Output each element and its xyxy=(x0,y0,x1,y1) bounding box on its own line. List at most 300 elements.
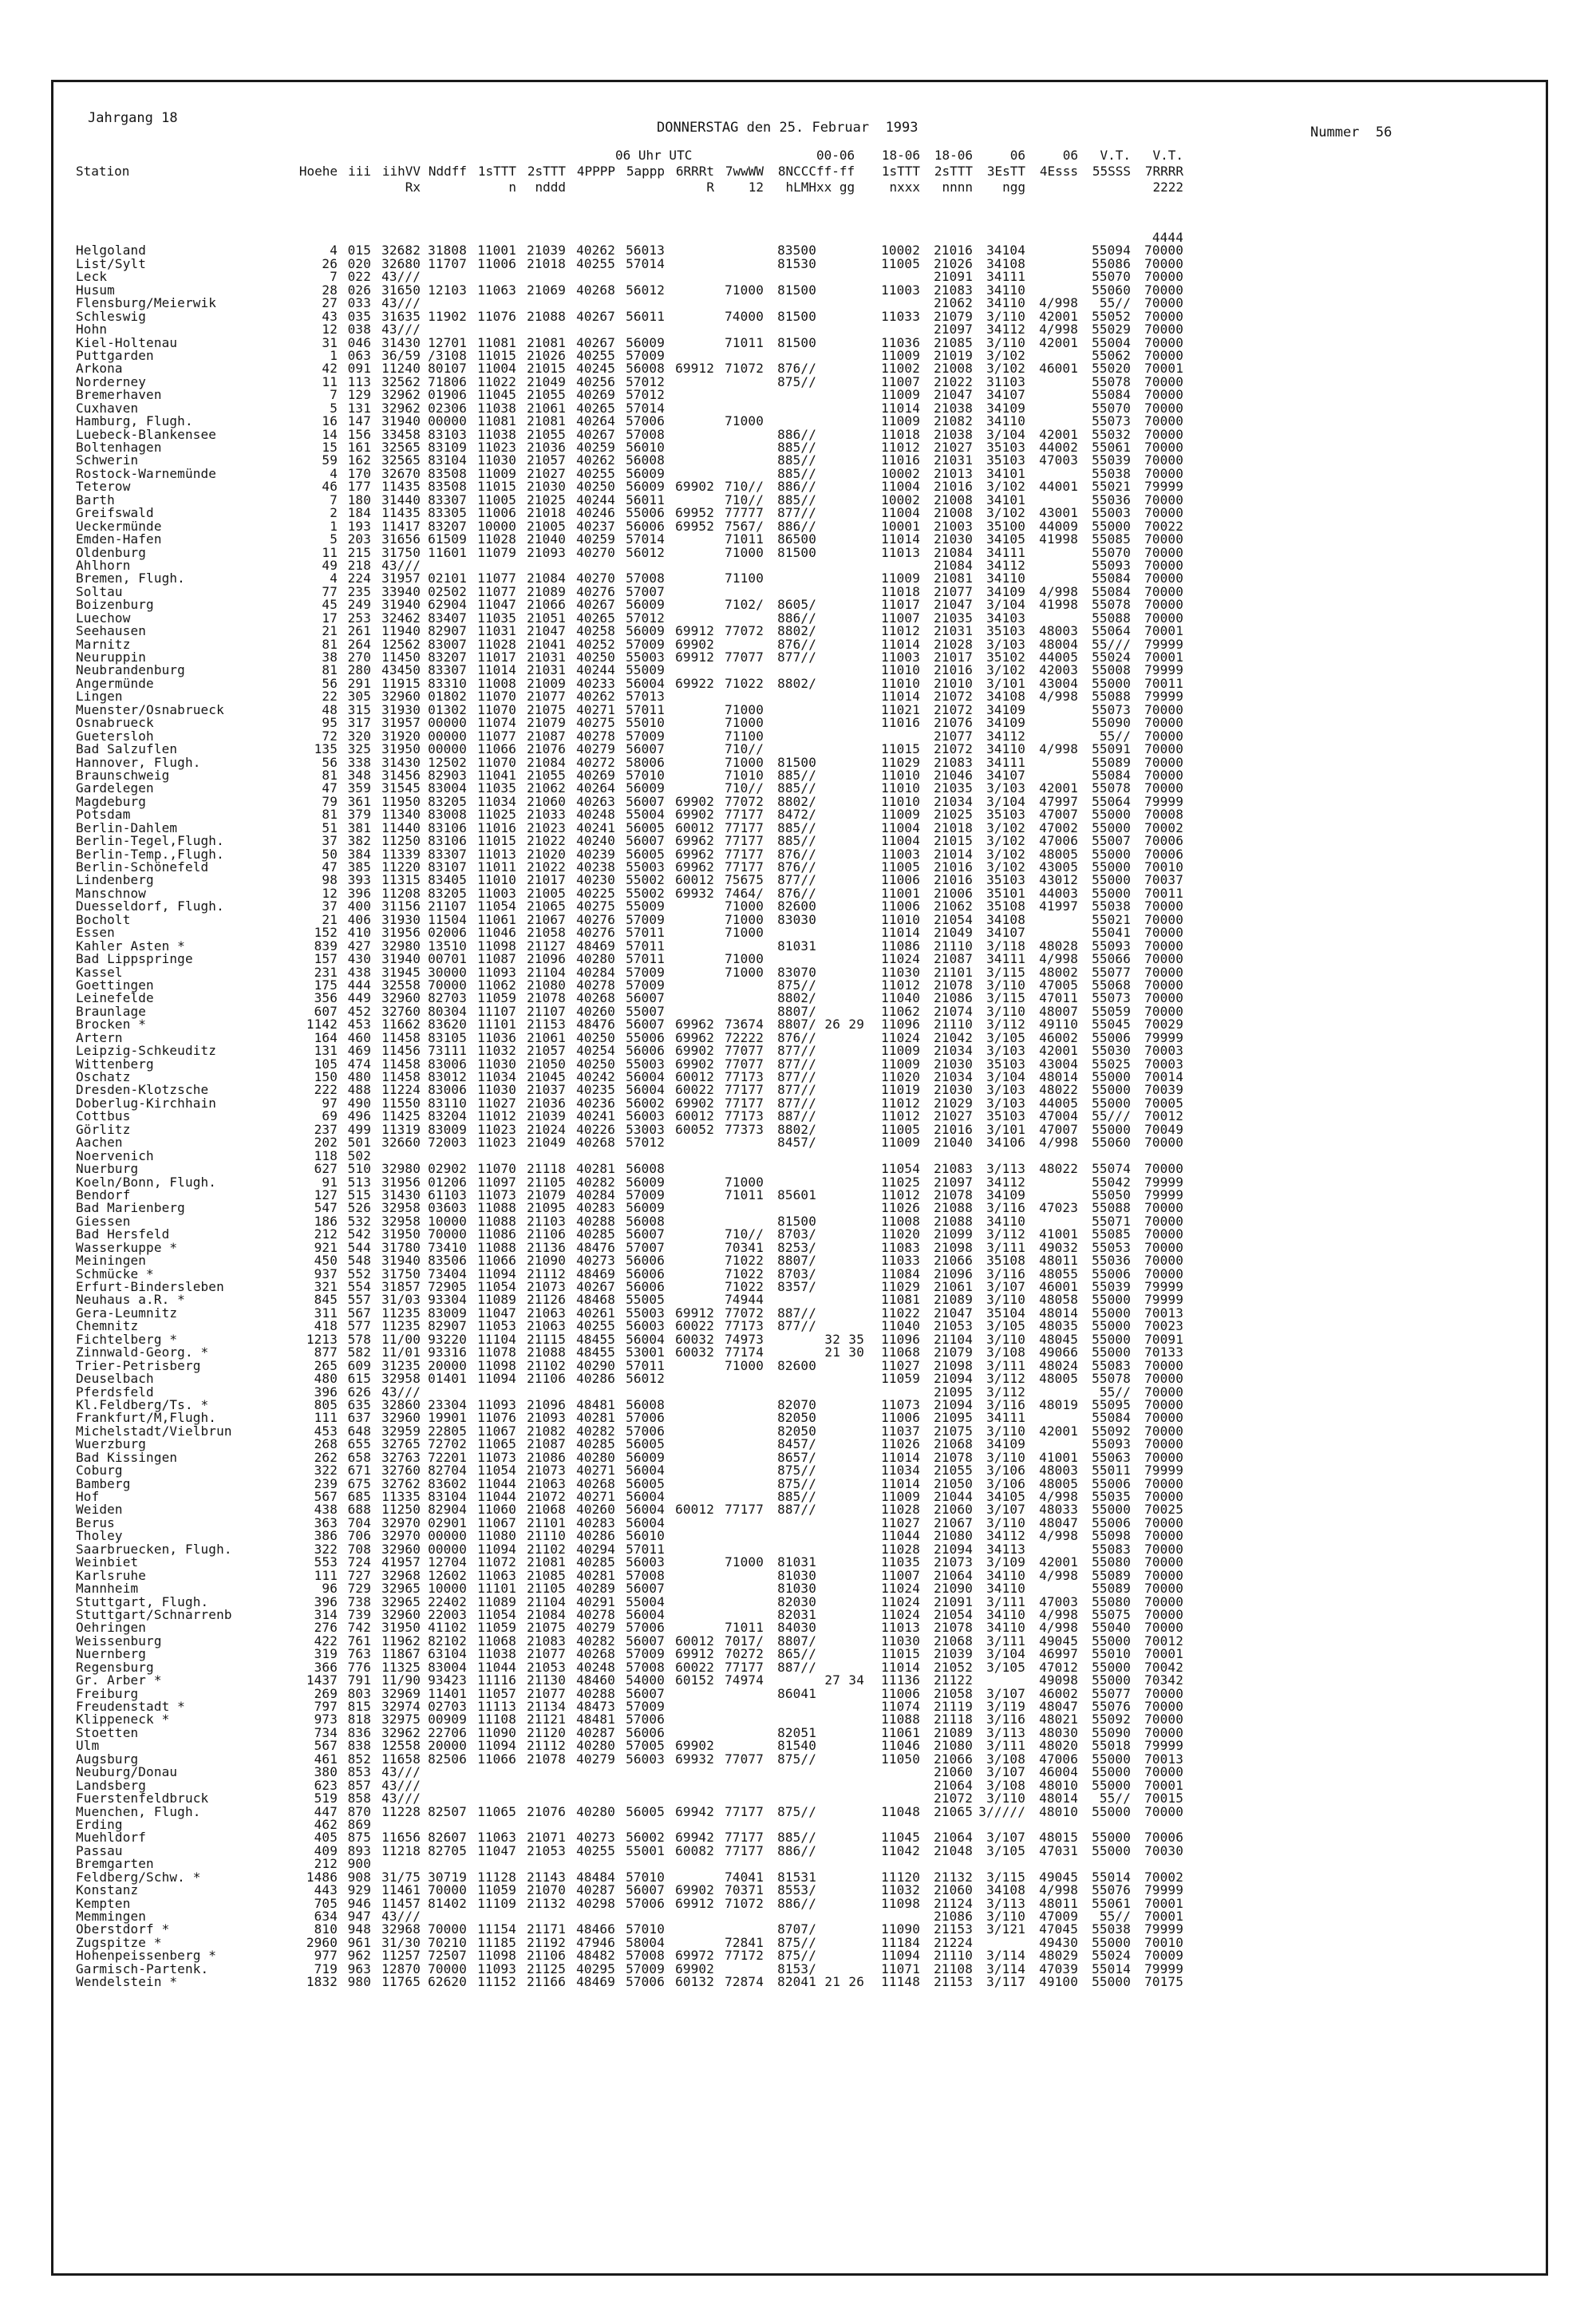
table-cell xyxy=(816,1897,840,1910)
column-header-cell: 4PPPP xyxy=(576,164,615,179)
table-cell: 21098 xyxy=(934,1357,973,1373)
table-cell: 396 xyxy=(314,1593,338,1609)
table-cell: 11047 xyxy=(477,1305,516,1321)
table-cell xyxy=(714,1910,764,1923)
table-cell: 877// xyxy=(777,872,816,888)
table-cell: 56003 xyxy=(626,1318,665,1334)
table-cell: 10002 xyxy=(881,243,920,259)
table-cell: 47039 xyxy=(1039,1960,1078,1976)
table-cell: 48481 xyxy=(576,1712,615,1728)
table-cell xyxy=(816,547,840,559)
station-name: Boltenhagen xyxy=(76,440,162,455)
table-cell: 71000 xyxy=(725,911,764,927)
table-cell: 261 xyxy=(347,623,371,639)
table-cell xyxy=(764,1163,816,1175)
table-cell: 02006 xyxy=(428,925,467,941)
table-cell: 865// xyxy=(777,1646,816,1662)
table-cell: 77077 xyxy=(725,1056,764,1072)
station-name: Brocken * xyxy=(76,1017,147,1033)
table-cell: 56004 xyxy=(626,1489,665,1504)
table-cell xyxy=(840,547,864,559)
column-header-cell: 8NCCC xyxy=(777,164,816,179)
table-cell: 02703 xyxy=(428,1699,467,1714)
table-cell xyxy=(840,1530,864,1542)
table-cell: 11063 xyxy=(477,1830,516,1846)
table-cell: 40262 xyxy=(576,689,615,705)
table-cell: 56007 xyxy=(626,793,665,809)
table-cell: 34107 xyxy=(986,387,1025,403)
table-cell: 35103 xyxy=(986,872,1025,888)
table-cell: 42001 xyxy=(1039,426,1078,442)
table-cell xyxy=(665,1464,714,1477)
column-header-cell xyxy=(467,148,516,164)
table-cell: 21060 xyxy=(934,1764,973,1780)
table-cell: 4/998 xyxy=(1039,1620,1078,1636)
table-cell: 11066 xyxy=(477,1253,516,1269)
table-cell: 83508 xyxy=(428,465,467,481)
table-cell xyxy=(840,796,864,808)
table-cell: 55083 xyxy=(1092,1541,1131,1557)
table-cell: 21077 xyxy=(527,1646,566,1662)
table-cell: 31/30 xyxy=(381,1934,421,1950)
table-cell xyxy=(816,428,840,441)
table-cell: 02901 xyxy=(428,1514,467,1530)
table-cell: 69952 xyxy=(675,505,714,521)
table-cell: 57006 xyxy=(626,1423,665,1439)
table-cell: 57011 xyxy=(626,1357,665,1373)
table-cell: 438 xyxy=(347,964,371,980)
table-cell xyxy=(840,940,864,953)
table-cell: 55006 xyxy=(1092,1266,1131,1281)
table-cell: 319 xyxy=(314,1646,338,1662)
station-name: Stuttgart/Schnarrenb xyxy=(76,1606,232,1622)
station-name: Passau xyxy=(76,1842,123,1858)
table-cell xyxy=(816,743,840,756)
table-cell: 32762 xyxy=(381,1475,421,1491)
table-cell: 55000 xyxy=(1092,1345,1131,1360)
table-cell: 8802/ xyxy=(777,793,816,809)
table-cell: 70000 xyxy=(1144,780,1183,796)
table-cell: 55040 xyxy=(1092,1620,1131,1636)
table-cell: 83008 xyxy=(428,807,467,823)
table-cell: 40291 xyxy=(576,1593,615,1609)
table-cell: 21086 xyxy=(934,1909,973,1924)
table-cell xyxy=(665,966,714,979)
table-cell xyxy=(816,1727,840,1739)
table-cell: 21031 xyxy=(527,662,566,678)
column-header-cell xyxy=(296,148,338,164)
column-header-cell xyxy=(840,148,864,164)
table-cell: 75675 xyxy=(725,872,764,888)
table-cell: 886// xyxy=(777,610,816,626)
table-cell: 21090 xyxy=(934,1581,973,1597)
table-cell: 01302 xyxy=(428,701,467,717)
table-cell: 34110 xyxy=(986,1620,1025,1636)
column-header-cell: nxxx xyxy=(889,180,920,195)
table-cell: 21068 xyxy=(527,1502,566,1518)
table-cell: 27 xyxy=(322,295,338,311)
table-cell: 48033 xyxy=(1039,1502,1078,1518)
table-cell: 31950 xyxy=(381,1620,421,1636)
table-cell: 70000 xyxy=(1144,400,1183,416)
table-cell: 218 xyxy=(347,557,371,573)
table-cell: 35101 xyxy=(986,885,1025,901)
table-cell: 11550 xyxy=(381,1095,421,1111)
table-cell: 11023 xyxy=(477,1121,516,1137)
table-cell: 70000 xyxy=(1144,1253,1183,1269)
table-cell: 57014 xyxy=(626,400,665,416)
table-cell: 314 xyxy=(314,1606,338,1622)
table-cell: 11093 xyxy=(477,964,516,980)
table-cell: 60022 xyxy=(675,1082,714,1098)
table-cell: 3/107 xyxy=(986,1764,1025,1780)
table-cell: 01802 xyxy=(428,689,467,705)
table-cell xyxy=(816,389,840,401)
table-cell: 55007 xyxy=(1092,833,1131,849)
table-cell: 32765 xyxy=(381,1436,421,1452)
table-cell xyxy=(840,284,864,297)
table-cell: 72905 xyxy=(428,1279,467,1294)
table-cell: 60032 xyxy=(675,1345,714,1360)
table-cell: 3/107 xyxy=(986,1830,1025,1846)
table-cell: 11031 xyxy=(477,623,516,639)
table-cell: 11044 xyxy=(477,1489,516,1504)
station-name: Bad Lippspringe xyxy=(76,951,193,967)
table-cell xyxy=(764,572,816,585)
table-cell: 55030 xyxy=(1092,1043,1131,1059)
table-cell: 11081 xyxy=(881,1292,920,1308)
table-cell: 00701 xyxy=(428,951,467,967)
table-cell: 22003 xyxy=(428,1606,467,1622)
table-cell: 56009 xyxy=(626,334,665,350)
table-cell: 11250 xyxy=(381,1502,421,1518)
table-cell xyxy=(714,454,764,467)
table-cell: 47003 xyxy=(1039,452,1078,468)
table-cell xyxy=(714,441,764,454)
table-cell: 21022 xyxy=(527,859,566,875)
table-cell xyxy=(714,1570,764,1582)
table-cell: 21066 xyxy=(934,1253,973,1269)
table-cell: 32980 xyxy=(381,938,421,954)
table-cell: 877// xyxy=(777,1069,816,1084)
table-cell xyxy=(816,1123,840,1136)
table-cell: 69902 xyxy=(675,1960,714,1976)
table-cell: 11072 xyxy=(477,1554,516,1570)
table-cell: 47 xyxy=(322,859,338,875)
table-cell xyxy=(816,284,840,297)
station-name: Angermünde xyxy=(76,675,154,691)
table-cell: 858 xyxy=(347,1791,371,1806)
jahrgang-label: Jahrgang 18 xyxy=(88,110,178,126)
table-cell: 03603 xyxy=(428,1200,467,1216)
table-cell: 21096 xyxy=(527,951,566,967)
table-cell: 322 xyxy=(314,1541,338,1557)
column-header-cell xyxy=(296,180,338,195)
table-cell: 56004 xyxy=(626,1514,665,1530)
station-name: Manschnow xyxy=(76,885,147,901)
table-cell: 21080 xyxy=(934,1528,973,1544)
table-cell: 40252 xyxy=(576,636,615,652)
table-cell xyxy=(816,874,840,886)
table-cell: 21047 xyxy=(934,387,973,403)
table-cell: 70001 xyxy=(1144,650,1183,665)
table-cell: 21106 xyxy=(527,1948,566,1964)
table-cell: 56004 xyxy=(626,1502,665,1518)
table-cell: 21118 xyxy=(934,1712,973,1728)
table-cell: 11059 xyxy=(881,1371,920,1387)
table-cell: 70003 xyxy=(1144,1043,1183,1059)
table-cell xyxy=(714,1372,764,1385)
station-name: Weinbiet xyxy=(76,1554,139,1570)
table-cell: 70000 xyxy=(1144,1685,1183,1701)
station-name: Berlin-Temp.,Flugh. xyxy=(76,846,224,862)
table-cell: 54000 xyxy=(626,1672,665,1688)
table-cell: 11461 xyxy=(381,1882,421,1898)
table-cell: 10000 xyxy=(428,1581,467,1597)
table-cell xyxy=(816,520,840,533)
table-cell: 393 xyxy=(347,872,371,888)
station-name: Aachen xyxy=(76,1135,123,1151)
table-cell xyxy=(816,1818,840,1831)
table-cell: 69962 xyxy=(675,1017,714,1033)
table-cell: 40255 xyxy=(576,1842,615,1858)
table-cell: 56013 xyxy=(626,243,665,259)
table-cell: 21048 xyxy=(934,1842,973,1858)
table-cell xyxy=(840,1570,864,1582)
table-cell: 35103 xyxy=(986,807,1025,823)
table-cell: 3/110 xyxy=(986,1909,1025,1924)
table-cell: 21070 xyxy=(527,1882,566,1898)
table-cell: 56005 xyxy=(626,846,665,862)
table-cell: 55071 xyxy=(1092,1213,1131,1229)
table-cell: 11044 xyxy=(477,1475,516,1491)
table-cell: 56004 xyxy=(626,1331,665,1347)
table-cell: 55// xyxy=(1099,1384,1131,1400)
table-cell xyxy=(665,337,714,349)
table-cell xyxy=(840,402,864,415)
table-cell xyxy=(840,1136,864,1149)
table-cell xyxy=(714,389,764,401)
table-cell xyxy=(840,1779,864,1792)
table-cell xyxy=(816,1884,840,1897)
table-cell: 81540 xyxy=(777,1738,816,1754)
table-cell: 83070 xyxy=(777,964,816,980)
table-cell: 35104 xyxy=(986,1305,1025,1321)
table-cell: 56008 xyxy=(626,1213,665,1229)
table-cell: 22402 xyxy=(428,1593,467,1609)
table-cell: 21084 xyxy=(527,754,566,770)
table-cell: 70000 xyxy=(1144,1239,1183,1255)
station-name: Zinnwald-Georg. * xyxy=(76,1345,209,1360)
table-cell: 21035 xyxy=(934,610,973,626)
table-cell: 11035 xyxy=(477,780,516,796)
table-cell: 877// xyxy=(777,1095,816,1111)
station-name: Wendelstein * xyxy=(76,1974,178,1990)
table-cell xyxy=(421,1766,467,1779)
table-cell: 35100 xyxy=(986,518,1025,534)
table-cell: 70006 xyxy=(1144,833,1183,849)
table-cell: 845 xyxy=(314,1292,338,1308)
table-cell: 43/// xyxy=(381,557,421,573)
table-cell xyxy=(816,1110,840,1123)
table-cell: 70091 xyxy=(1144,1331,1183,1347)
table-cell: 11940 xyxy=(381,623,421,639)
station-name: Berlin-Dahlem xyxy=(76,819,178,835)
station-name: Erding xyxy=(76,1816,123,1832)
table-cell: 21036 xyxy=(527,440,566,455)
table-cell: 70000 xyxy=(1144,544,1183,560)
table-cell: 70006 xyxy=(1144,1830,1183,1846)
table-cell xyxy=(840,1713,864,1726)
table-cell: 55038 xyxy=(1092,898,1131,914)
table-cell: 11035 xyxy=(477,610,516,626)
table-cell: 21017 xyxy=(527,872,566,888)
table-cell: 11045 xyxy=(477,387,516,403)
table-cell: 8457/ xyxy=(777,1135,816,1151)
table-cell: 262 xyxy=(314,1449,338,1465)
table-cell: 56007 xyxy=(626,1882,665,1898)
table-cell xyxy=(615,1779,665,1792)
table-cell: 35103 xyxy=(986,1056,1025,1072)
column-header-cell: 00-06 xyxy=(816,148,855,163)
table-cell: 11003 xyxy=(881,282,920,298)
table-cell: 900 xyxy=(347,1856,371,1872)
table-cell: 3/112 xyxy=(986,1384,1025,1400)
table-cell: 56007 xyxy=(626,1017,665,1033)
column-header-cell xyxy=(76,180,296,195)
table-cell: 55000 xyxy=(1092,1974,1131,1990)
table-cell xyxy=(816,1360,840,1372)
station-name: Soltau xyxy=(76,583,123,599)
table-cell: 56004 xyxy=(626,1606,665,1622)
table-cell: 706 xyxy=(347,1528,371,1544)
table-cell: 71011 xyxy=(725,531,764,547)
table-cell: 31950 xyxy=(381,1226,421,1242)
table-cell: 11319 xyxy=(381,1121,421,1137)
table-cell: 40281 xyxy=(576,1161,615,1177)
table-cell: 21016 xyxy=(934,479,973,495)
table-cell: 21082 xyxy=(934,413,973,429)
table-cell: 71022 xyxy=(725,1266,764,1281)
table-cell: 29 xyxy=(848,1017,864,1033)
station-name: Hohn xyxy=(76,322,108,338)
table-cell: 70000 xyxy=(1144,1606,1183,1622)
table-cell: 763 xyxy=(347,1646,371,1662)
table-cell: 552 xyxy=(347,1266,371,1281)
table-cell: 405 xyxy=(314,1830,338,1846)
table-cell: 519 xyxy=(314,1791,338,1806)
table-cell: 69912 xyxy=(675,650,714,665)
table-cell xyxy=(1025,914,1078,926)
table-cell xyxy=(840,1044,864,1057)
table-cell: 11067 xyxy=(477,1514,516,1530)
table-cell: 70000 xyxy=(1144,1712,1183,1728)
table-cell: 43/// xyxy=(381,269,421,285)
table-cell: 129 xyxy=(347,387,371,403)
table-cell: 11098 xyxy=(881,1895,920,1911)
table-cell: 11089 xyxy=(477,1593,516,1609)
table-cell: 70000 xyxy=(1144,1161,1183,1177)
table-cell: 31808 xyxy=(428,243,467,259)
table-cell: 21076 xyxy=(934,715,973,731)
table-cell: 21013 xyxy=(934,465,973,481)
table-cell: 55000 xyxy=(1092,1095,1131,1111)
table-cell: 34107 xyxy=(986,767,1025,783)
table-cell: 55038 xyxy=(1092,1921,1131,1937)
table-cell xyxy=(665,1438,714,1451)
table-cell: 48481 xyxy=(576,1396,615,1412)
table-cell: 69962 xyxy=(675,1029,714,1045)
station-name: Görlitz xyxy=(76,1121,131,1137)
table-cell: 11081 xyxy=(477,334,516,350)
table-cell: 152 xyxy=(314,925,338,941)
table-cell: 11094 xyxy=(477,1371,516,1387)
station-name: Gera-Leumnitz xyxy=(76,1305,178,1321)
table-cell xyxy=(764,1700,816,1713)
table-cell xyxy=(816,690,840,703)
table-cell: 40230 xyxy=(576,872,615,888)
table-cell: 77072 xyxy=(725,793,764,809)
table-cell: 55021 xyxy=(1092,911,1131,927)
table-cell: 21078 xyxy=(934,1187,973,1202)
table-cell: 11061 xyxy=(881,1724,920,1740)
column-header-cell: 1sTTT xyxy=(881,164,920,179)
table-cell: 55004 xyxy=(1092,334,1131,350)
table-cell: 43/// xyxy=(381,1909,421,1924)
table-cell: 15 xyxy=(322,440,338,455)
station-name: Barth xyxy=(76,492,115,507)
table-cell: 21038 xyxy=(934,426,973,442)
table-cell: 40259 xyxy=(576,440,615,455)
station-name: Lindenberg xyxy=(76,872,154,888)
table-cell: 2960 xyxy=(306,1934,338,1950)
table-cell xyxy=(816,1189,840,1202)
table-cell xyxy=(816,1831,840,1844)
table-cell: 438 xyxy=(314,1502,338,1518)
table-cell xyxy=(840,1451,864,1464)
column-header-cell: 55SSS xyxy=(1092,164,1131,179)
table-cell: 21087 xyxy=(934,951,973,967)
table-cell: 11235 xyxy=(381,1318,421,1334)
table-cell: 55070 xyxy=(1092,544,1131,560)
table-cell: 32974 xyxy=(381,1699,421,1714)
table-cell: 3/105 xyxy=(986,1842,1025,1858)
table-cell: 11026 xyxy=(881,1200,920,1216)
table-cell: 55032 xyxy=(1092,426,1131,442)
table-cell: 11012 xyxy=(881,1108,920,1124)
table-cell: 3/104 xyxy=(986,793,1025,809)
table-cell: 40264 xyxy=(576,780,615,796)
station-name: Gr. Arber * xyxy=(76,1672,162,1688)
table-cell: 93220 xyxy=(428,1331,467,1347)
table-cell: 56006 xyxy=(626,1253,665,1269)
table-cell xyxy=(665,979,714,992)
station-name: Pferdsfeld xyxy=(76,1384,154,1400)
table-cell: 93304 xyxy=(428,1292,467,1308)
table-cell: 77373 xyxy=(725,1121,764,1137)
table-cell xyxy=(1025,270,1078,283)
table-cell: 55035 xyxy=(1092,1489,1131,1504)
table-cell: 30000 xyxy=(428,964,467,980)
table-cell: 00000 xyxy=(428,1528,467,1544)
table-cell xyxy=(840,1635,864,1648)
station-name: Braunlage xyxy=(76,1003,147,1019)
table-cell: 40284 xyxy=(576,1187,615,1202)
table-cell xyxy=(816,1530,840,1542)
table-cell: 70000 xyxy=(1144,938,1183,954)
table-cell: 83107 xyxy=(428,859,467,875)
table-cell: 83205 xyxy=(428,885,467,901)
